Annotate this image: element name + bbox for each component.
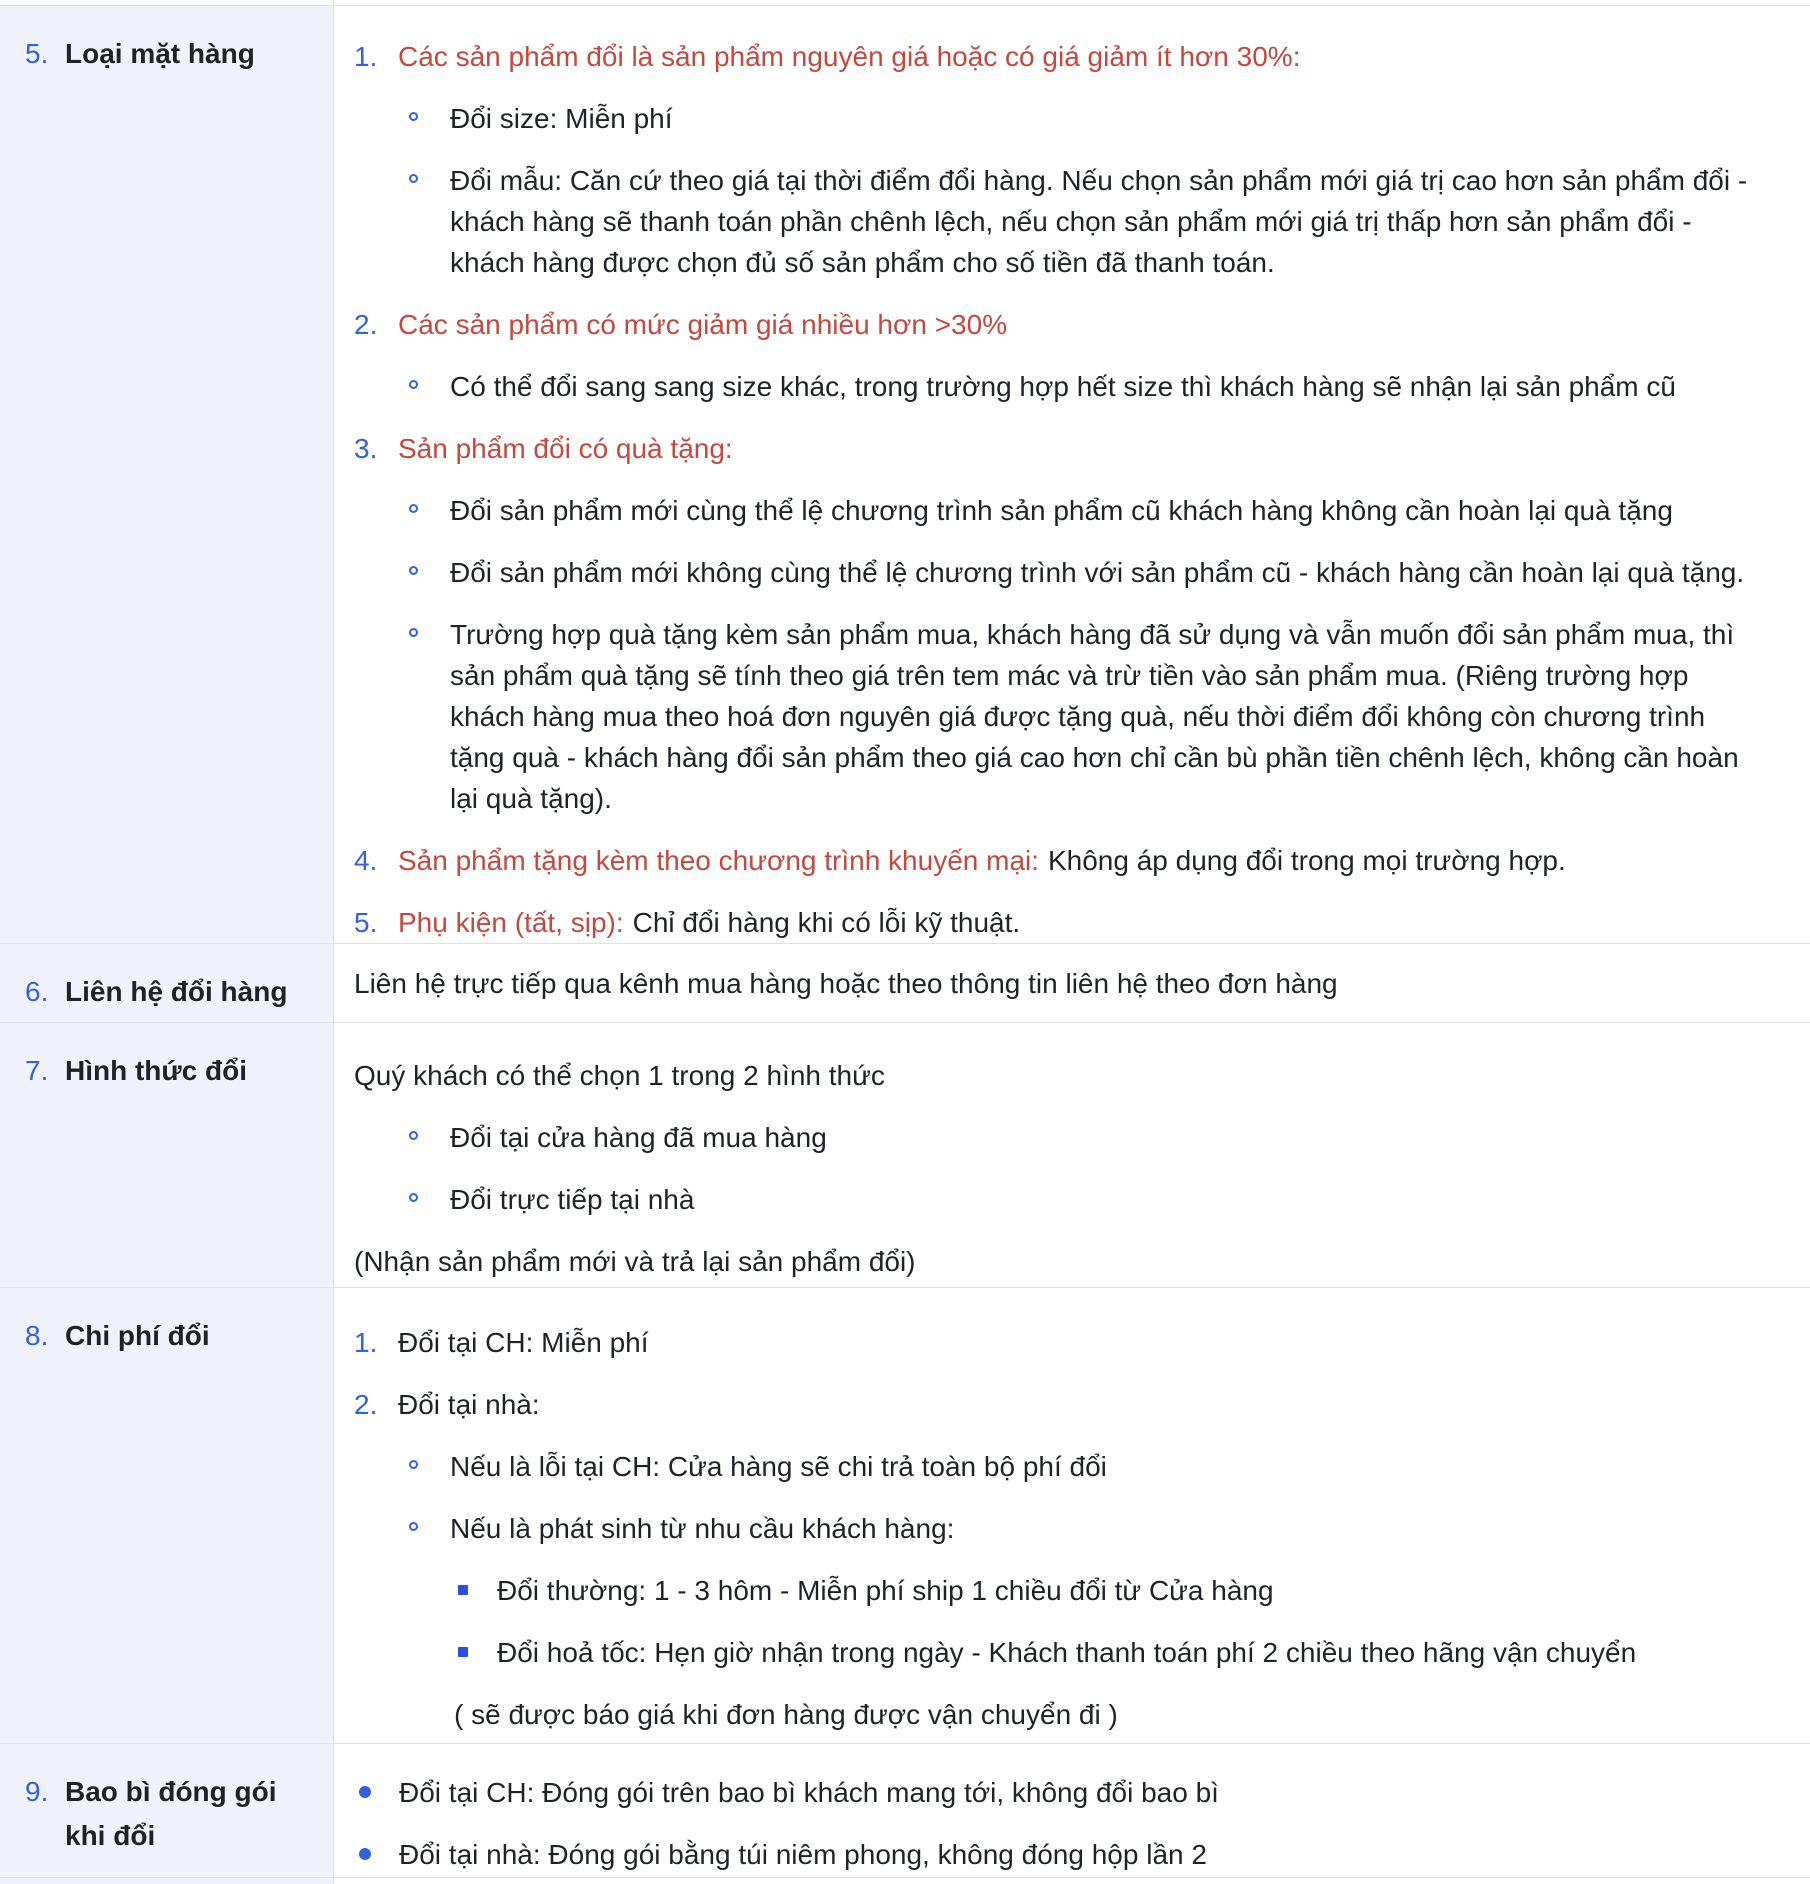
row-content-cell (334, 1288, 1810, 1743)
item-text: Đổi tại CH: Miễn phí (398, 1327, 649, 1358)
bullet-circle-icon (409, 614, 450, 819)
item-text: Có thể đổi sang sang size khác, trong trường hợp hết size thì khách hàng sẽ nhận lại sản phẩm cũ (450, 371, 1676, 402)
item-text: Đổi tại nhà: Đóng gói bằng túi niêm phong, không đóng hộp lần 2 (399, 1839, 1207, 1870)
row-title: Chi phí đổi (65, 1320, 210, 1351)
item-text: Đổi tại CH: Đóng gói trên bao bì khách mang tới, không đổi bao bì (399, 1777, 1219, 1808)
bottom-right-sliver (334, 1878, 1810, 1884)
row-header-cell (0, 1744, 334, 1877)
numbered-item (354, 840, 1750, 881)
list-item (458, 1632, 1750, 1673)
item-text: Đổi sản phẩm mới không cùng thể lệ chương trình với sản phẩm cũ - khách hàng cần hoàn lại quà tặng. (450, 557, 1745, 588)
table-row (0, 1023, 1810, 1288)
item-number: 5. (354, 907, 378, 938)
list-item (409, 490, 1750, 531)
list-item (409, 366, 1750, 407)
row-header-cell (0, 6, 334, 943)
item-number: 2. (354, 1389, 378, 1420)
row-title: Liên hệ đổi hàng (65, 976, 288, 1007)
numbered-item (354, 1384, 1750, 1425)
row-content-cell (334, 1023, 1810, 1287)
item-text: Đổi size: Miễn phí (450, 103, 673, 134)
item-heading: Phụ kiện (tất, sịp): (398, 907, 624, 938)
bullet-square-icon (458, 1570, 497, 1611)
item-text: Đổi tại nhà: (398, 1389, 540, 1420)
bottom-left-sliver (0, 1878, 334, 1884)
item-text (398, 902, 1750, 943)
item-number: 2. (354, 309, 378, 340)
item-number: 1. (354, 41, 378, 72)
bullet-circle-icon (409, 490, 450, 531)
item-text: Trường hợp quà tặng kèm sản phẩm mua, khách hàng đã sử dụng và vẫn muốn đổi sản phẩm mua, thì sản phẩm quà tặng sẽ tính theo giá trên tem mác và trừ tiền vào sản phẩm mua. (Riêng trường hợp khách hàng mua theo hoá đơn nguyên giá được tặng quà, nếu thời điểm đổi không còn chương trình tặng quà - khách hàng đổi sản phẩm theo giá cao hơn chỉ cần bù phần tiền chênh lệch, không cần hoàn lại quà tặng). (450, 619, 1739, 814)
table-bottom-edge (0, 1878, 1810, 1884)
item-text: Đổi hoả tốc: Hẹn giờ nhận trong ngày - Khách thanh toán phí 2 chiều theo hãng vận chuyển (497, 1637, 1637, 1668)
row-number: 7. (25, 1055, 49, 1086)
table-row (0, 944, 1810, 1023)
note: (Nhận sản phẩm mới và trả lại sản phẩm đổi) (354, 1246, 916, 1277)
item-heading: Sản phẩm tặng kèm theo chương trình khuyến mại: (398, 845, 1040, 876)
item-number: 4. (354, 845, 378, 876)
item-heading: Sản phẩm đổi có quà tặng: (398, 433, 733, 464)
row-number: 8. (25, 1320, 49, 1351)
row-title: Bao bì đóng gói khi đổi (65, 1776, 277, 1851)
item-number: 1. (354, 1327, 378, 1358)
row-content-cell (334, 1744, 1810, 1877)
table-row (0, 1288, 1810, 1744)
bullet-circle-icon (409, 1508, 450, 1549)
item-text: Đổi thường: 1 - 3 hôm - Miễn phí ship 1 chiều đổi từ Cửa hàng (497, 1575, 1274, 1606)
list-item (409, 614, 1750, 819)
bullet-circle-icon (409, 160, 450, 283)
list-item (409, 1117, 1750, 1158)
row-number: 5. (25, 38, 49, 69)
row-header-cell (0, 1023, 334, 1287)
item-text: Nếu là lỗi tại CH: Cửa hàng sẽ chi trả toàn bộ phí đổi (450, 1451, 1107, 1482)
row-title: Loại mặt hàng (65, 38, 255, 69)
list-item (409, 98, 1750, 139)
item-heading: Các sản phẩm có mức giảm giá nhiều hơn >30% (398, 309, 1008, 340)
item-tail: Không áp dụng đổi trong mọi trường hợp. (1047, 845, 1566, 876)
top-left-sliver (0, 0, 334, 5)
list-item (458, 1570, 1750, 1611)
row-number: 9. (25, 1776, 49, 1807)
item-text: Đổi trực tiếp tại nhà (450, 1184, 695, 1215)
row-header-cell (0, 1288, 334, 1743)
paragraph: Liên hệ trực tiếp qua kênh mua hàng hoặc theo thông tin liên hệ theo đơn hàng (354, 968, 1338, 999)
bullet-disc-icon (359, 1772, 399, 1813)
note: ( sẽ được báo giá khi đơn hàng được vận chuyển đi ) (454, 1699, 1118, 1730)
row-title: Hình thức đổi (65, 1055, 248, 1086)
list-item (409, 160, 1750, 283)
item-text: Đổi mẫu: Căn cứ theo giá tại thời điểm đổi hàng. Nếu chọn sản phẩm mới giá trị cao hơn sản phẩm đổi - khách hàng sẽ thanh toán phần chênh lệch, nếu chọn sản phẩm mới giá trị thấp hơn sản phẩm đổi - khách hàng được chọn đủ số sản phẩm cho số tiền đã thanh toán. (450, 165, 1748, 278)
item-text (398, 840, 1750, 881)
table-row (0, 6, 1810, 944)
bullet-circle-icon (409, 1446, 450, 1487)
row-content-cell (334, 944, 1810, 1022)
bullet-square-icon (458, 1632, 497, 1673)
list-item (359, 1834, 1750, 1875)
row-number: 6. (25, 976, 49, 1007)
item-text: Đổi tại cửa hàng đã mua hàng (450, 1122, 827, 1153)
paragraph: Quý khách có thể chọn 1 trong 2 hình thức (354, 1060, 885, 1091)
list-item (409, 1508, 1750, 1549)
bullet-circle-icon (409, 98, 450, 139)
item-text: Đổi sản phẩm mới cùng thể lệ chương trình sản phẩm cũ khách hàng không cần hoàn lại quà tặng (450, 495, 1673, 526)
bullet-circle-icon (409, 552, 450, 593)
row-header-cell (0, 944, 334, 1022)
list-item (409, 552, 1750, 593)
item-tail: Chỉ đổi hàng khi có lỗi kỹ thuật. (632, 907, 1021, 938)
bullet-circle-icon (409, 1117, 450, 1158)
list-item (409, 1179, 1750, 1220)
bullet-circle-icon (409, 366, 450, 407)
numbered-item (354, 36, 1750, 77)
numbered-item (354, 1322, 1750, 1363)
top-right-sliver (334, 0, 1810, 5)
item-text: Nếu là phát sinh từ nhu cầu khách hàng: (450, 1513, 955, 1544)
numbered-item (354, 902, 1750, 943)
table-row (0, 1744, 1810, 1878)
item-heading: Các sản phẩm đổi là sản phẩm nguyên giá hoặc có giá giảm ít hơn 30%: (398, 41, 1301, 72)
row-content-cell (334, 6, 1810, 943)
bullet-disc-icon (359, 1834, 399, 1875)
list-item (409, 1446, 1750, 1487)
numbered-item (354, 304, 1750, 345)
item-number: 3. (354, 433, 378, 464)
list-item (359, 1772, 1750, 1813)
numbered-item (354, 428, 1750, 469)
bullet-circle-icon (409, 1179, 450, 1220)
